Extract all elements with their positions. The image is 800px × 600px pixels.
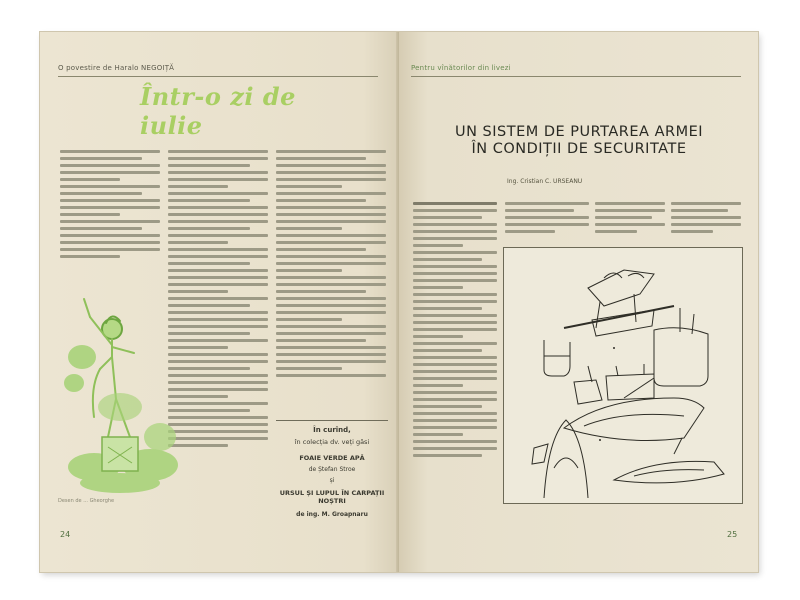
story-title: Într-o zi de iulie: [140, 82, 296, 140]
article-title-line-1: UN SISTEM DE PURTAREA ARMEI: [454, 124, 704, 140]
illustration-caption: Desen de ... Gheorghe: [58, 498, 115, 504]
right-page-number: 25: [727, 530, 738, 539]
notice-book-1-author: de Ștefan Stroe: [308, 466, 356, 473]
left-column-2-text: [168, 150, 268, 451]
story-illustration: [60, 287, 180, 497]
technical-figure: [503, 247, 743, 504]
article-title-line-2: ÎN CONDIȚII DE SECURITATE: [471, 141, 687, 157]
notice-subtitle: în colecția dv. veți găsi: [294, 438, 370, 446]
article-title: [419, 124, 739, 158]
right-column-4-text: [671, 202, 741, 237]
notice-book-2-author: de ing. M. Groapnaru: [296, 511, 368, 518]
notice-rule: [276, 420, 388, 421]
magazine-spread: [40, 32, 758, 572]
left-page-number: 24: [60, 530, 71, 539]
notice-book-2-title: URSUL ȘI LUPUL ÎN CARPAȚII NOȘTRI: [279, 489, 385, 505]
right-running-head: Pentru vînătorilor din livezi: [411, 64, 511, 72]
notice-conjunction: și: [329, 477, 335, 484]
right-page: [399, 32, 758, 572]
right-column-3-text: [595, 202, 665, 237]
left-column-1-text: [60, 150, 160, 262]
boat-rifle-drawing: [504, 248, 742, 503]
article-byline: Ing. Cristian C. URSEANU: [507, 178, 583, 185]
left-header-rule: [58, 76, 378, 77]
right-header-rule: [411, 76, 741, 77]
left-running-head: O povestire de Haralo NEGOIȚĂ: [58, 64, 175, 72]
right-column-1-text: [413, 202, 497, 461]
left-column-3-text: [276, 150, 386, 381]
forthcoming-books-notice: [276, 426, 388, 518]
left-page: [40, 32, 399, 572]
notice-book-1-title: FOAIE VERDE APĂ: [299, 454, 365, 462]
right-column-2-text: [505, 202, 589, 237]
notice-intro: În curînd,: [313, 426, 351, 434]
